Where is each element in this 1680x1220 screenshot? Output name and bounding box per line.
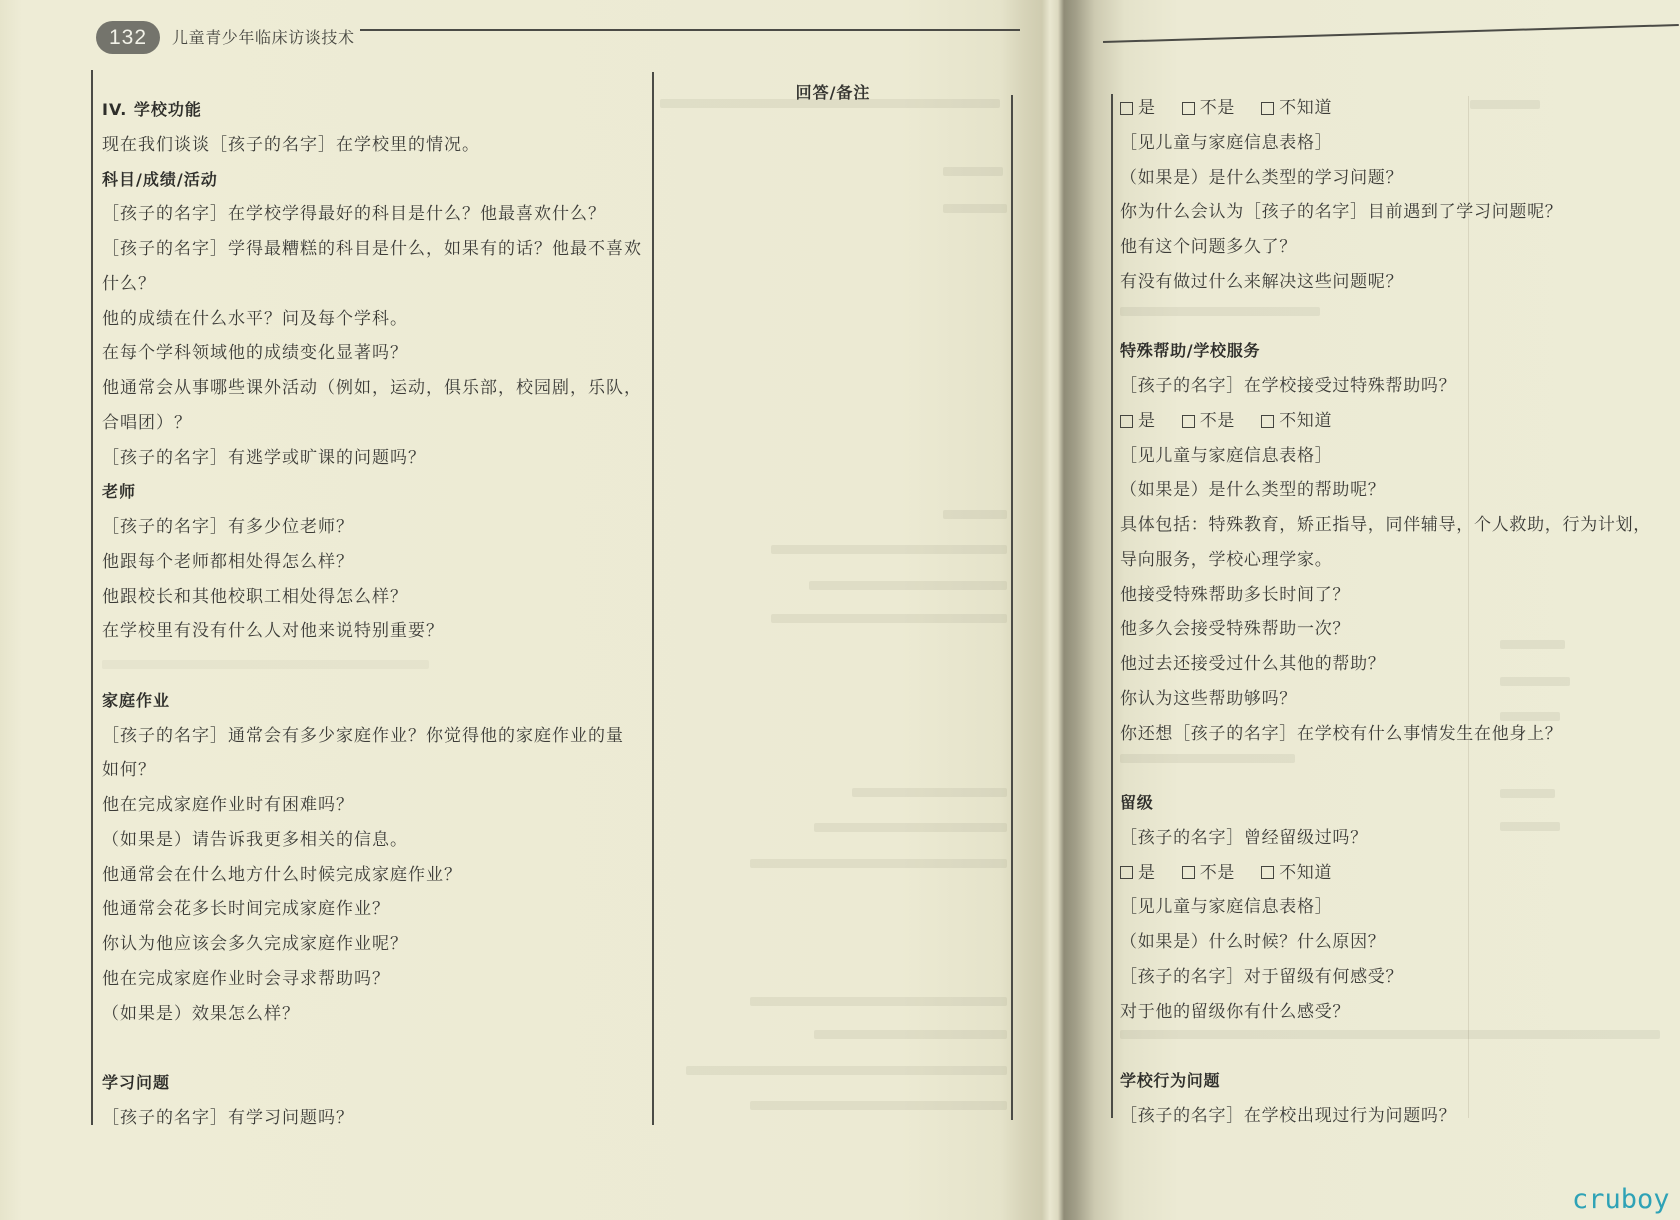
question-item: 在每个学科领域他的成绩变化显著吗？ [102, 343, 408, 364]
question-item: 他通常会从事哪些课外活动（例如，运动，俱乐部，校园剧，乐队， 合唱团）？ [102, 378, 642, 433]
bleed-through-mark [686, 1066, 1007, 1075]
answer-option [1182, 404, 1235, 439]
answer-option [1182, 91, 1235, 126]
question-item: 他有这个问题多久了？ [1120, 237, 1297, 257]
question-item: 对于他的留级你有什么感受？ [1120, 1001, 1351, 1022]
checkbox-icon [1120, 102, 1133, 115]
question-item: ［孩子的名字］通常会有多少家庭作业？你觉得他的家庭作业的量 如何？ [102, 725, 624, 781]
question-item: ［孩子的名字］学得最糟糕的科目是什么，如果有的话？他最不喜欢 什么？ [102, 239, 642, 294]
question-item: ［孩子的名字］有多少位老师？ [102, 517, 354, 537]
question-item: （如果是）效果怎么样？ [102, 1003, 300, 1024]
section-intro: 现在我们谈谈［孩子的名字］在学校里的情况。 [102, 134, 480, 155]
option-label: 不是 [1199, 862, 1236, 883]
section-title: IV. 学校功能 [102, 100, 202, 119]
bleed-through-mark [771, 614, 1007, 623]
form-reference: ［见儿童与家庭信息表格］ [1120, 897, 1333, 918]
option-label: 是 [1138, 98, 1156, 118]
subsection-heading-grade-retention: 留级 [1120, 793, 1154, 812]
subsection-heading-school-behavior: 学校行为问题 [1120, 1071, 1221, 1090]
subsection-heading-teachers: 老师 [102, 482, 137, 502]
answer-options [1120, 856, 1651, 891]
question-item: 你还想［孩子的名字］在学校有什么事情发生在他身上？ [1120, 723, 1563, 744]
bleed-through-mark [943, 510, 1007, 519]
question-item: 他的成绩在什么水平？问及每个学科。 [102, 308, 408, 329]
option-label: 是 [1138, 862, 1156, 883]
bleed-through-mark [750, 1101, 1007, 1110]
header-rule-left [360, 29, 1020, 31]
option-label: 不是 [1199, 98, 1236, 118]
subsection-heading-subjects: 科目/成绩/活动 [102, 169, 218, 189]
question-item: 他过去还接受过什么其他的帮助？ [1120, 654, 1386, 674]
column-divider [652, 72, 654, 1125]
option-label: 是 [1138, 410, 1156, 431]
left-question-column [102, 93, 642, 1136]
bleed-through-mark [771, 545, 1007, 554]
question-item: ［孩子的名字］有学习问题吗？ [102, 1107, 354, 1128]
checkbox-icon [1261, 415, 1274, 428]
question-item: （如果是）什么时候？什么原因？ [1120, 932, 1386, 952]
subsection-heading-special-help: 特殊帮助/学校服务 [1120, 341, 1261, 361]
answer-option [1120, 856, 1156, 891]
answer-option [1120, 404, 1156, 439]
question-item: 他通常会在什么地方什么时候完成家庭作业？ [102, 864, 462, 885]
checkbox-icon [1120, 415, 1133, 428]
answer-option [1261, 91, 1332, 126]
question-item: （如果是）请告诉我更多相关的信息。 [102, 829, 408, 850]
question-item: 你认为他应该会多久完成家庭作业呢？ [102, 934, 408, 954]
question-item: 有没有做过什么来解决这些问题呢？ [1120, 271, 1404, 292]
bleed-through-mark [814, 1030, 1007, 1039]
bleed-through-mark [943, 204, 1007, 213]
subsection-heading-homework: 家庭作业 [102, 690, 171, 710]
right-question-column [1120, 91, 1651, 1134]
checkbox-icon [1261, 866, 1274, 879]
form-reference: ［见儿童与家庭信息表格］ [1120, 132, 1333, 153]
bleed-through-mark [943, 167, 1003, 176]
left-page-right-border [1011, 95, 1013, 1120]
notes-column-header: 回答/备注 [795, 83, 871, 102]
question-item: 他接受特殊帮助多长时间了？ [1120, 584, 1351, 605]
question-item: ［孩子的名字］在学校接受过特殊帮助吗？ [1120, 376, 1457, 396]
bleed-through-mark [750, 859, 1007, 868]
bleed-through-mark [852, 788, 1007, 797]
bleed-through-mark [809, 581, 1007, 590]
question-item: ［孩子的名字］有逃学或旷课的问题吗？ [102, 447, 426, 468]
checkbox-icon [1182, 866, 1195, 879]
right-page-left-border [1111, 94, 1113, 1118]
checkbox-icon [1120, 866, 1133, 879]
option-label: 不知道 [1279, 410, 1333, 431]
question-item: 在学校里有没有什么人对他来说特别重要？ [102, 621, 444, 642]
question-item: （如果是）是什么类型的学习问题？ [1120, 167, 1404, 188]
answer-options [1120, 404, 1651, 439]
running-head-title: 儿童青少年临床访谈技术 [172, 28, 355, 47]
checkbox-icon [1261, 102, 1274, 115]
form-reference: ［见儿童与家庭信息表格］ [1120, 445, 1333, 466]
option-label: 不知道 [1279, 862, 1333, 883]
header-rule-right [1103, 24, 1679, 43]
answer-options [1120, 91, 1651, 126]
subsection-heading-learning-problems: 学习问题 [102, 1073, 171, 1092]
answer-option [1261, 404, 1332, 439]
question-item: 你认为这些帮助够吗？ [1120, 688, 1297, 709]
question-item: ［孩子的名字］对于留级有何感受？ [1120, 966, 1404, 987]
question-item: （如果是）是什么类型的帮助呢？ [1120, 480, 1386, 501]
option-label: 不是 [1199, 410, 1236, 431]
scanner-watermark: cruboy [1572, 1184, 1670, 1215]
question-item: 他跟每个老师都相处得怎么样？ [102, 551, 354, 572]
question-item: ［孩子的名字］曾经留级过吗？ [1120, 827, 1368, 848]
question-item: ［孩子的名字］在学校出现过行为问题吗？ [1120, 1105, 1457, 1126]
checkbox-icon [1182, 102, 1195, 115]
question-item: 他多久会接受特殊帮助一次？ [1120, 619, 1351, 640]
question-item: 他在完成家庭作业时会寻求帮助吗？ [102, 968, 390, 989]
question-item: 他在完成家庭作业时有困难吗？ [102, 795, 354, 815]
option-label: 不知道 [1279, 98, 1333, 118]
bleed-through-mark [750, 997, 1007, 1006]
checkbox-icon [1182, 415, 1195, 428]
question-item: 你为什么会认为［孩子的名字］目前遇到了学习问题呢？ [1120, 202, 1563, 223]
answer-option [1182, 856, 1235, 891]
question-item: 具体包括：特殊教育，矫正指导，同伴辅导，个人救助，行为计划， 导向服务，学校心理学家。 [1120, 515, 1651, 570]
answer-option [1261, 856, 1332, 891]
question-item: ［孩子的名字］在学校学得最好的科目是什么？他最喜欢什么？ [102, 204, 606, 225]
question-item: 他跟校长和其他校职工相处得怎么样？ [102, 586, 408, 607]
answer-option [1120, 91, 1156, 126]
question-item: 他通常会花多长时间完成家庭作业？ [102, 899, 390, 920]
left-table-border [91, 70, 93, 1125]
page-number-badge: 132 [96, 21, 160, 54]
bleed-through-mark [814, 823, 1007, 832]
